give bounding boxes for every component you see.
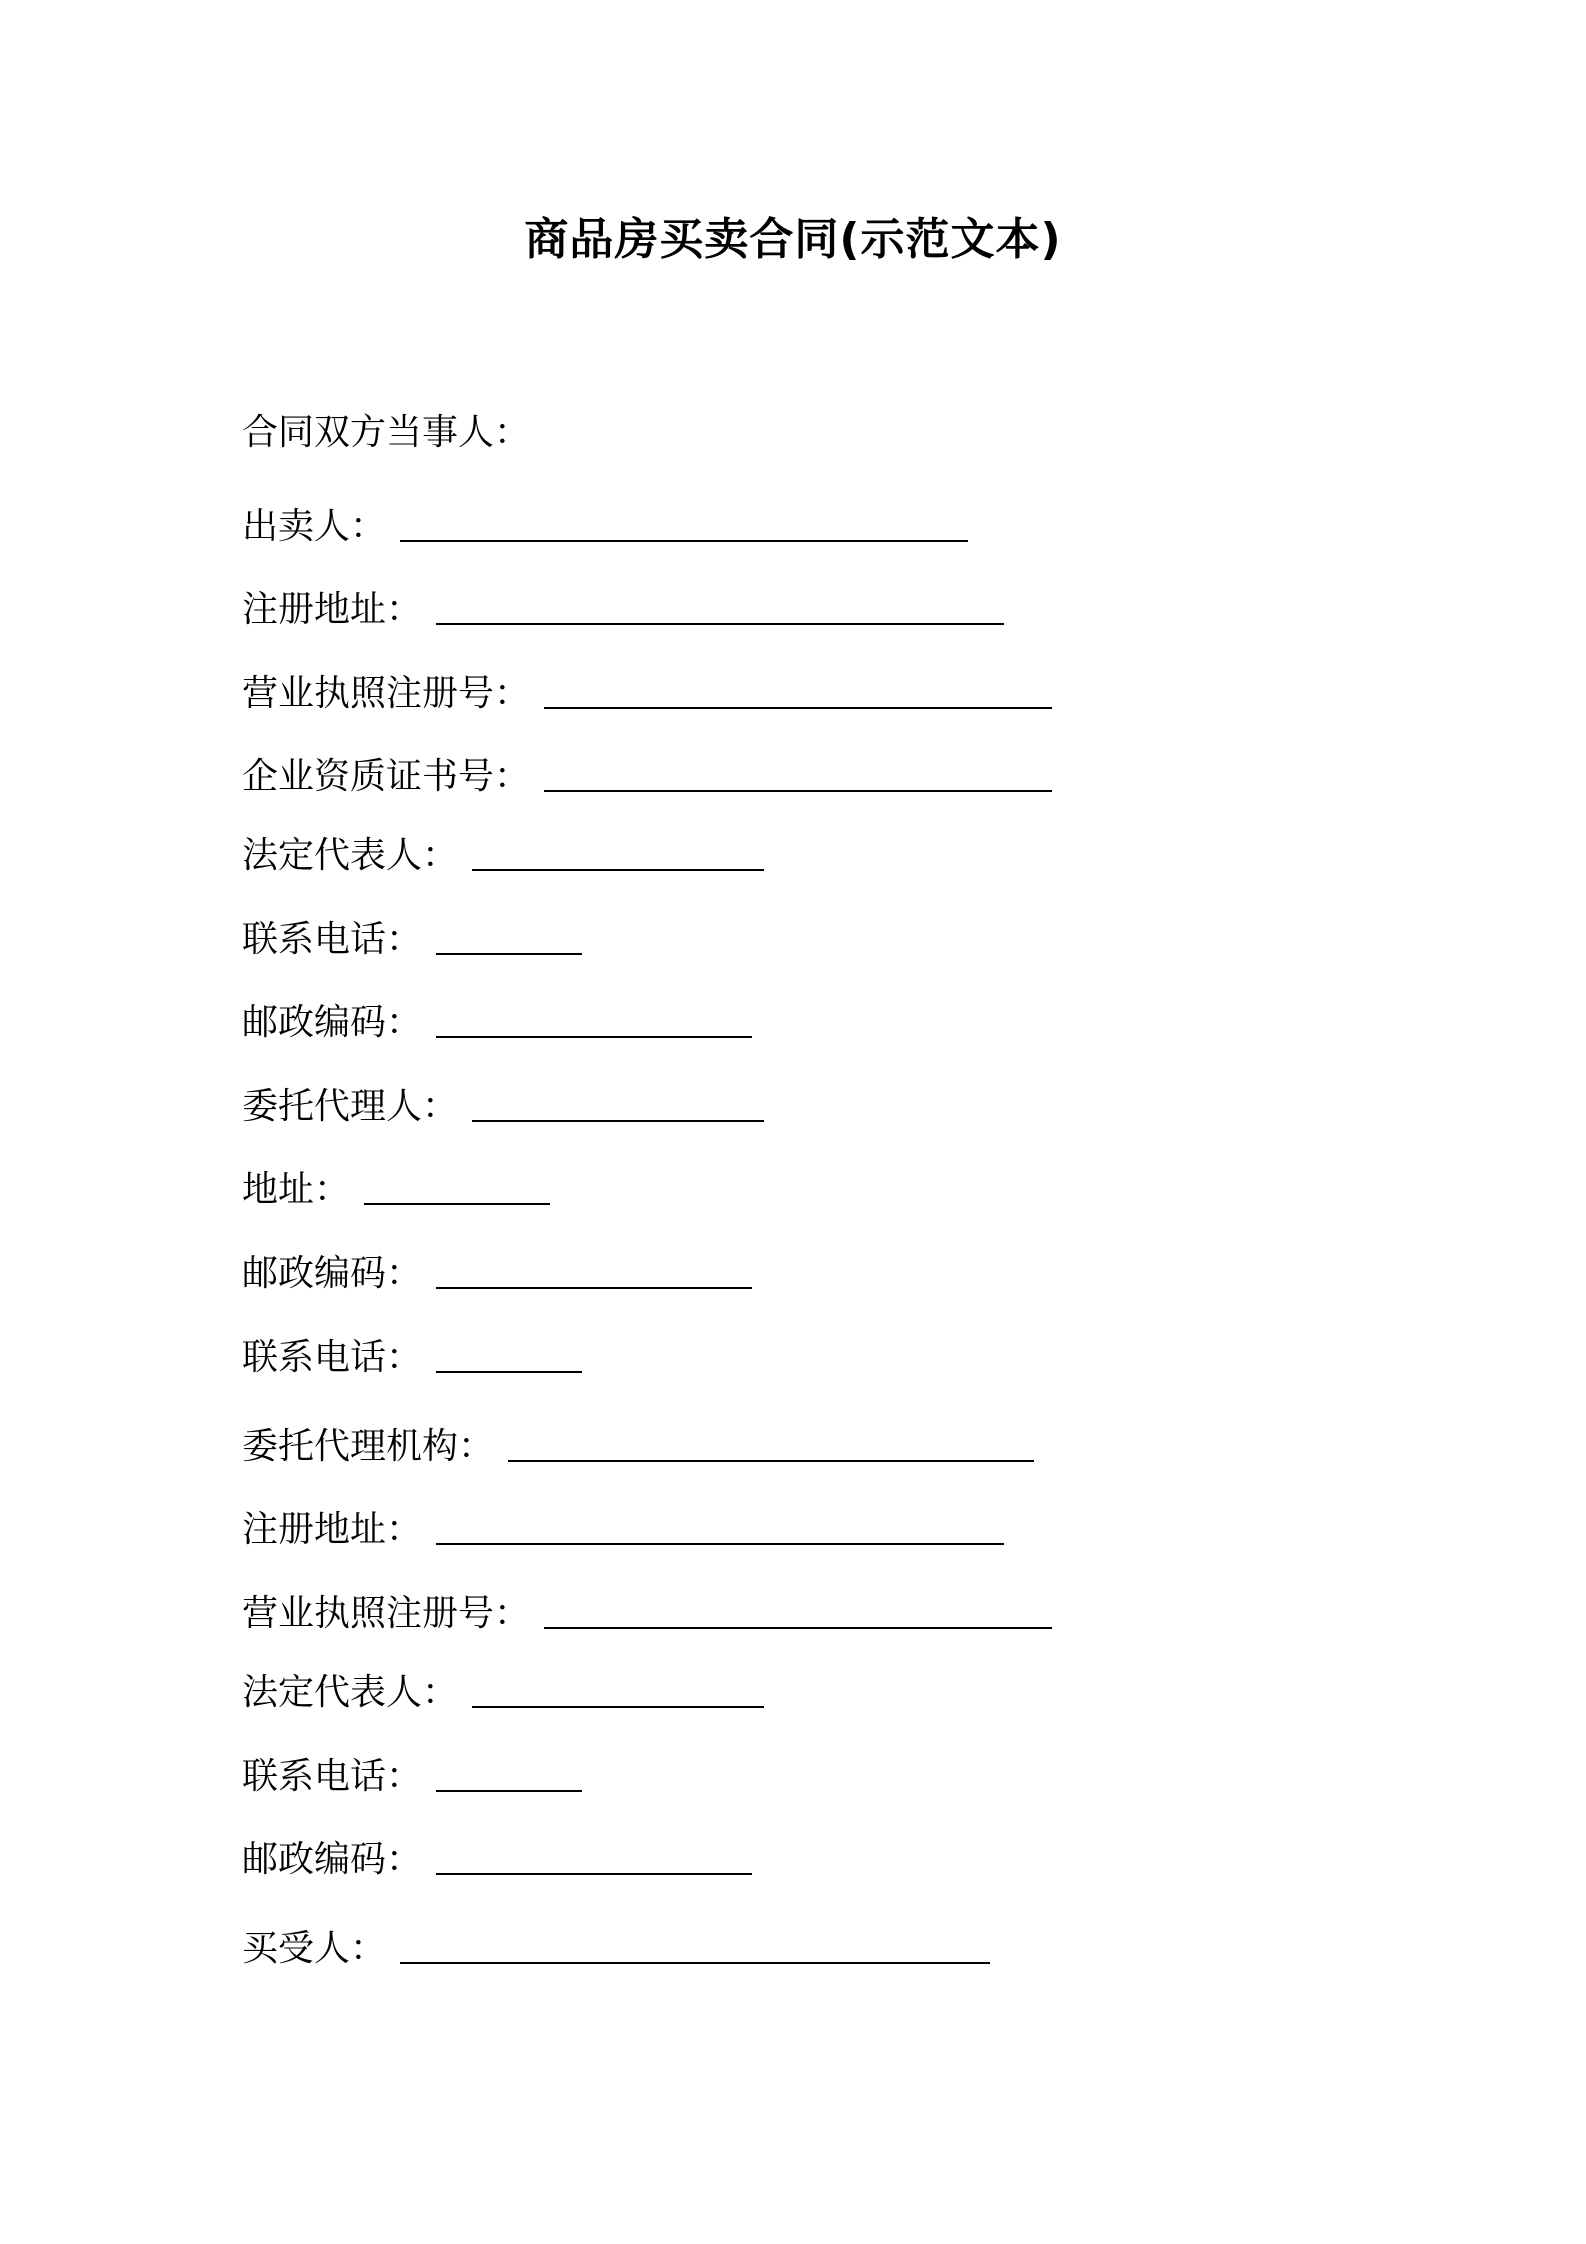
field-seller-legal-representative: [242, 833, 764, 879]
field-agency-legal-representative: [242, 1670, 764, 1716]
field-label: 地址：: [242, 1169, 351, 1210]
field-seller-qualification-cert-no: [242, 754, 1052, 800]
fill-in-blank: [544, 707, 1052, 709]
fill-in-blank: [472, 1120, 764, 1122]
fill-in-blank: [436, 953, 582, 955]
field-seller-registered-address: [242, 587, 1004, 633]
field-agency-registered-address: [242, 1507, 1004, 1553]
field-label: 法定代表人：: [242, 835, 459, 876]
field-authorized-agent: [242, 1084, 764, 1130]
field-seller: [242, 504, 968, 550]
field-agent-address: [242, 1167, 550, 1213]
fill-in-blank: [436, 1287, 752, 1289]
field-label: 联系电话：: [242, 919, 423, 960]
field-label: 联系电话：: [242, 1756, 423, 1797]
fill-in-blank: [472, 869, 764, 871]
field-agency: [242, 1424, 1034, 1470]
fill-in-blank: [364, 1203, 550, 1205]
field-seller-phone: [242, 917, 582, 963]
field-agent-postal-code: [242, 1251, 752, 1297]
fill-in-blank: [436, 1543, 1004, 1545]
fill-in-blank: [436, 1790, 582, 1792]
field-label: 企业资质证书号：: [242, 756, 531, 797]
field-agency-business-license-no: [242, 1591, 1052, 1637]
field-label: 营业执照注册号：: [242, 673, 531, 714]
field-label: 买受人：: [242, 1928, 387, 1969]
field-label: 邮政编码：: [242, 1253, 423, 1294]
fill-in-blank: [400, 540, 968, 542]
field-label: 联系电话：: [242, 1337, 423, 1378]
fill-in-blank: [436, 623, 1004, 625]
field-agency-phone: [242, 1754, 582, 1800]
fill-in-blank: [472, 1706, 764, 1708]
fill-in-blank: [436, 1371, 582, 1373]
field-agency-postal-code: [242, 1837, 752, 1883]
field-buyer: [242, 1926, 990, 1972]
field-label: 委托代理人：: [242, 1086, 459, 1127]
field-label: 邮政编码：: [242, 1839, 423, 1880]
fill-in-blank: [508, 1460, 1034, 1462]
field-label: 注册地址：: [242, 1509, 423, 1550]
field-label: 注册地址：: [242, 589, 423, 630]
fill-in-blank: [400, 1962, 990, 1964]
field-label: 营业执照注册号：: [242, 1593, 531, 1634]
field-label: 委托代理机构：: [242, 1426, 495, 1467]
field-seller-postal-code: [242, 1000, 752, 1046]
parties-heading: 合同双方当事人：: [242, 412, 531, 453]
field-agent-phone: [242, 1335, 582, 1381]
document-title: 商品房买卖合同(示范文本): [524, 214, 1062, 265]
fill-in-blank: [544, 790, 1052, 792]
field-label: 法定代表人：: [242, 1672, 459, 1713]
fill-in-blank: [436, 1036, 752, 1038]
field-label: 出卖人：: [242, 506, 387, 547]
field-seller-business-license-no: [242, 671, 1052, 717]
field-label: 邮政编码：: [242, 1002, 423, 1043]
fill-in-blank: [436, 1873, 752, 1875]
fill-in-blank: [544, 1627, 1052, 1629]
